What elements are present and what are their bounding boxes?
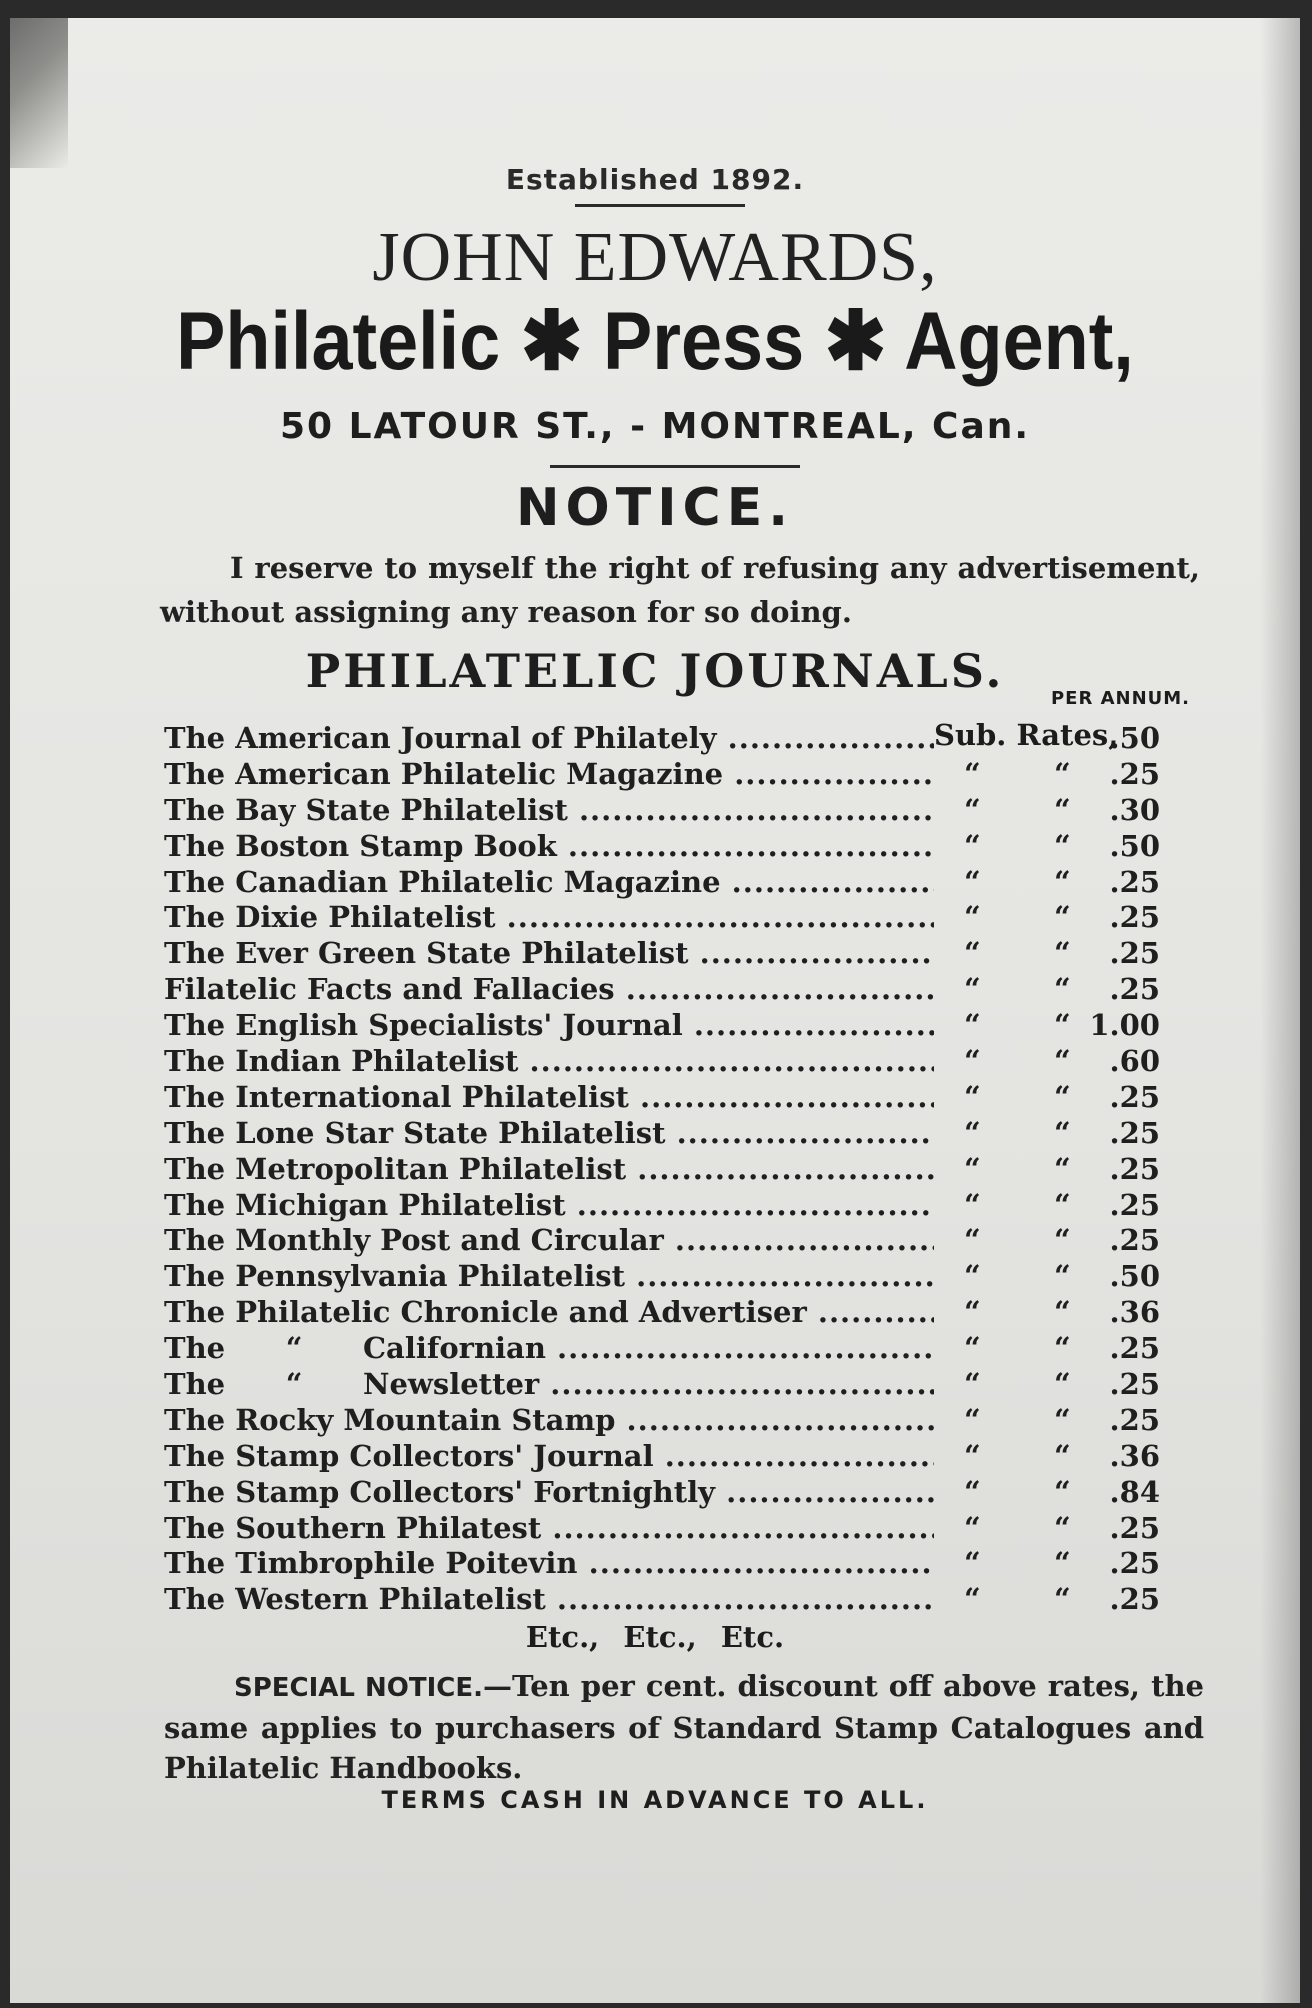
ditto-mark: “ xyxy=(964,1115,981,1150)
ditto-mark: “ xyxy=(964,1259,981,1294)
ditto-mark: “ xyxy=(1054,1187,1071,1222)
journal-price: .25 xyxy=(1109,864,1160,899)
journal-price: .25 xyxy=(1109,1331,1160,1366)
journal-row xyxy=(164,899,1204,935)
journal-row xyxy=(164,1294,1204,1330)
journal-price: .36 xyxy=(1109,1295,1160,1330)
journal-price: .25 xyxy=(1109,1367,1160,1402)
ditto-mark: “ xyxy=(964,972,981,1007)
ditto-mark: “ xyxy=(1054,1402,1071,1437)
journal-row xyxy=(164,971,1204,1007)
journal-price: .25 xyxy=(1109,1510,1160,1545)
ditto-mark: “ xyxy=(964,900,981,935)
journal-title: The Bay State Philatelist ..... xyxy=(164,792,934,828)
ditto-mark: “ xyxy=(1054,864,1071,899)
page-edge-shadow xyxy=(1260,18,1300,2003)
journal-row xyxy=(164,1366,1204,1402)
journal-title: The Indian Philatelist ..... xyxy=(164,1043,934,1079)
journal-price: .50 xyxy=(1109,721,1160,755)
special-notice xyxy=(164,1666,1204,1788)
journal-row xyxy=(164,828,1204,864)
ditto-mark: “ xyxy=(1054,1438,1071,1473)
journal-title: The Boston Stamp Book ..... xyxy=(164,828,934,864)
journal-row xyxy=(164,1330,1204,1366)
journal-title: The “ Newsletter ..... xyxy=(164,1366,934,1402)
ditto-mark: “ xyxy=(1054,900,1071,935)
journal-title: The Ever Green State Philatelist ..... xyxy=(164,935,934,971)
journals-heading: PHILATELIC JOURNALS. xyxy=(305,644,1005,698)
journal-row xyxy=(164,1079,1204,1115)
ditto-mark: “ xyxy=(1054,828,1071,863)
journal-row xyxy=(164,1007,1204,1043)
divider-rule xyxy=(550,465,800,468)
journal-title: The Canadian Philatelic Magazine ..... xyxy=(164,864,934,900)
document-page xyxy=(10,18,1300,2003)
per-annum-label: PER ANNUM. xyxy=(1050,688,1190,709)
journal-title: The Stamp Collectors' Journal ..... xyxy=(164,1438,934,1474)
ditto-mark: “ xyxy=(1054,936,1071,971)
ditto-mark: “ xyxy=(1054,1151,1071,1186)
journal-row xyxy=(164,1222,1204,1258)
journal-price: .25 xyxy=(1109,1223,1160,1258)
ditto-mark: “ xyxy=(964,1367,981,1402)
journal-row xyxy=(164,935,1204,971)
folded-corner xyxy=(10,18,68,168)
journal-title: The Stamp Collectors' Fortnightly ..... xyxy=(164,1474,934,1510)
journal-title: The Monthly Post and Circular ..... xyxy=(164,1222,934,1258)
journal-row xyxy=(164,1043,1204,1079)
journal-price: .36 xyxy=(1109,1438,1160,1473)
ditto-mark: “ xyxy=(964,1079,981,1114)
ditto-mark: “ xyxy=(1054,1259,1071,1294)
journal-title: Filatelic Facts and Fallacies ..... xyxy=(164,971,934,1007)
sub-rates-label: Sub. Rates, xyxy=(934,718,1119,752)
established-line: Established 1892. xyxy=(505,163,805,196)
ditto-mark: “ xyxy=(964,936,981,971)
journal-title: The International Philatelist ..... xyxy=(164,1079,934,1115)
journal-row xyxy=(164,1402,1204,1438)
journal-row xyxy=(164,1438,1204,1474)
agent-address: 50 LATOUR ST., - MONTREAL, Can. xyxy=(279,406,1031,447)
ditto-mark: “ xyxy=(964,1438,981,1473)
journal-title: The Dixie Philatelist ..... xyxy=(164,899,934,935)
ditto-mark: “ xyxy=(964,756,981,791)
etc-line: Etc., Etc., Etc. xyxy=(525,1620,785,1654)
journal-title: The American Journal of Philately ..... xyxy=(164,720,934,756)
ditto-mark: “ xyxy=(1054,1223,1071,1258)
agent-name: JOHN EDWARDS, xyxy=(372,219,938,296)
journal-row xyxy=(164,864,1204,900)
ditto-mark: “ xyxy=(1054,1474,1071,1509)
ditto-mark: “ xyxy=(964,1295,981,1330)
ditto-mark: “ xyxy=(1054,1079,1071,1114)
journal-list xyxy=(164,720,1204,1617)
journal-price: .50 xyxy=(1109,828,1160,863)
journal-title: The English Specialists' Journal ..... xyxy=(164,1007,934,1043)
ditto-mark: “ xyxy=(964,1546,981,1581)
journal-row xyxy=(164,1115,1204,1151)
journal-title: The Timbrophile Poitevin ..... xyxy=(164,1545,934,1581)
journal-price: .25 xyxy=(1109,756,1160,791)
journal-row xyxy=(164,720,1204,756)
journal-row xyxy=(164,1151,1204,1187)
ditto-mark: “ xyxy=(1054,1044,1071,1079)
ditto-mark: “ xyxy=(964,1510,981,1545)
terms-line: TERMS CASH IN ADVANCE TO ALL. xyxy=(381,1786,929,1814)
ditto-mark: “ xyxy=(1054,1367,1071,1402)
ditto-mark: “ xyxy=(1054,1331,1071,1366)
journal-price: .25 xyxy=(1109,900,1160,935)
journal-price: .30 xyxy=(1109,792,1160,827)
agent-title: Philatelic ✱ Press ✱ Agent, xyxy=(176,296,1134,387)
ditto-mark: “ xyxy=(1054,756,1071,791)
journal-title: The Metropolitan Philatelist ..... xyxy=(164,1151,934,1187)
ditto-mark: “ xyxy=(964,1402,981,1437)
ditto-mark: “ xyxy=(964,828,981,863)
journal-title: The Southern Philatest ..... xyxy=(164,1510,934,1546)
ditto-mark: “ xyxy=(1054,1582,1071,1617)
journal-title: The American Philatelic Magazine ..... xyxy=(164,756,934,792)
journal-row xyxy=(164,1581,1204,1617)
journal-title: The Pennsylvania Philatelist ..... xyxy=(164,1258,934,1294)
journal-price: .25 xyxy=(1109,936,1160,971)
ditto-mark: “ xyxy=(1054,1510,1071,1545)
journal-row xyxy=(164,756,1204,792)
special-notice-text: —Ten per cent. discount off above rates, the same applies to purchasers of Standard Stamp Catalogues and Philatelic Handbooks. xyxy=(164,1669,1204,1785)
journal-price: .25 xyxy=(1109,1079,1160,1114)
journal-price: 1.00 xyxy=(1089,1008,1160,1043)
journal-title: The Western Philatelist ..... xyxy=(164,1581,934,1617)
ditto-mark: “ xyxy=(964,864,981,899)
special-notice-lead: SPECIAL NOTICE. xyxy=(234,1673,483,1703)
journal-row xyxy=(164,792,1204,828)
ditto-mark: “ xyxy=(1054,1546,1071,1581)
journal-title: The “ Californian ..... xyxy=(164,1330,934,1366)
ditto-mark: “ xyxy=(964,792,981,827)
journal-row xyxy=(164,1258,1204,1294)
journal-title: The Rocky Mountain Stamp ..... xyxy=(164,1402,934,1438)
ditto-mark: “ xyxy=(1054,1115,1071,1150)
journal-row xyxy=(164,1474,1204,1510)
journal-title: The Michigan Philatelist ..... xyxy=(164,1187,934,1223)
ditto-mark: “ xyxy=(1054,972,1071,1007)
ditto-mark: “ xyxy=(964,1223,981,1258)
journal-title: The Philatelic Chronicle and Advertiser ..... xyxy=(164,1294,934,1330)
ditto-mark: “ xyxy=(964,1044,981,1079)
notice-text: I reserve to myself the right of refusing any advertisement, without assigning any reason for so doing. xyxy=(160,551,1200,629)
journal-price: .60 xyxy=(1109,1044,1160,1079)
journal-row xyxy=(164,1545,1204,1581)
journal-price: .25 xyxy=(1109,1402,1160,1437)
divider-rule xyxy=(575,204,745,207)
ditto-mark: “ xyxy=(964,1187,981,1222)
journal-price: .25 xyxy=(1109,1546,1160,1581)
ditto-mark: “ xyxy=(964,1151,981,1186)
journal-price: .25 xyxy=(1109,1187,1160,1222)
journal-price: .25 xyxy=(1109,1115,1160,1150)
journal-price: .84 xyxy=(1109,1474,1160,1509)
ditto-mark: “ xyxy=(1054,1295,1071,1330)
journal-price: .25 xyxy=(1109,1582,1160,1617)
ditto-mark: “ xyxy=(1054,792,1071,827)
journal-price: .50 xyxy=(1109,1259,1160,1294)
journal-price: .25 xyxy=(1109,972,1160,1007)
ditto-mark: “ xyxy=(1054,1008,1071,1043)
journal-row xyxy=(164,1187,1204,1223)
journal-price: .25 xyxy=(1109,1151,1160,1186)
ditto-mark: “ xyxy=(964,1331,981,1366)
ditto-mark: “ xyxy=(964,1474,981,1509)
notice-heading: NOTICE. xyxy=(516,478,794,538)
journal-title: The Lone Star State Philatelist ..... xyxy=(164,1115,934,1151)
ditto-mark: “ xyxy=(964,1008,981,1043)
journal-row xyxy=(164,1510,1204,1546)
ditto-mark: “ xyxy=(964,1582,981,1617)
